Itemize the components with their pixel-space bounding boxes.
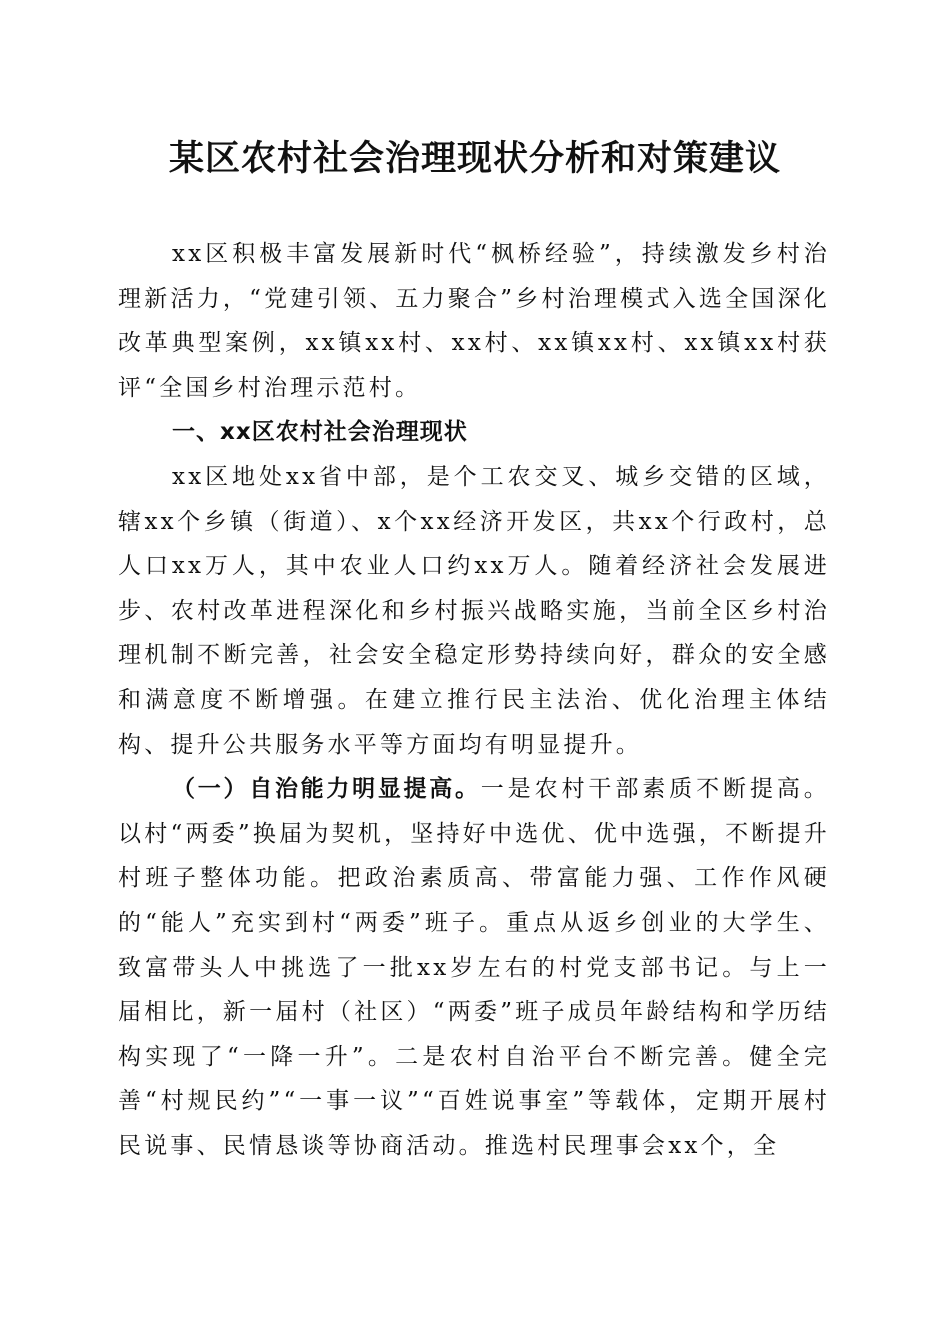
intro-paragraph: xx区积极丰富发展新时代“枫桥经验”，持续激发乡村治理新活力，“党建引领、五力聚合”乡村治理模式入选全国深化改革典型案例，xx镇xx村、xx村、xx镇xx村、xx镇xx村获评“全国乡村治理示范村。 <box>118 241 830 401</box>
document-title: 某区农村社会治理现状分析和对策建议 <box>168 138 781 179</box>
subsection-paragraph <box>118 767 830 1168</box>
document-body <box>118 232 830 1168</box>
section-paragraph: xx区地处xx省中部，是个工农交叉、城乡交错的区域，辖xx个乡镇（街道）、x个xx经济开发区，共xx个行政村，总人口xx万人，其中农业人口约xx万人。随着经济社会发展进步、农村改革进程深化和乡村振兴战略实施，当前全区乡村治理机制不断完善，社会安全稳定形势持续向好，群众的安全感和满意度不断增强。在建立推行民主法治、优化治理主体结构、提升公共服务水平等方面均有明显提升。 <box>118 463 830 758</box>
section-heading: 一、xx区农村社会治理现状 <box>172 419 468 446</box>
subsection-body: 一是农村干部素质不断提高。以村“两委”换届为契机，坚持好中选优、优中选强，不断提升村班子整体功能。把政治素质高、带富能力强、工作作风硬的“能人”充实到村“两委”班子。重点从返乡创业的大学生、致富带头人中挑选了一批xx岁左右的村党支部书记。与上一届相比，新一届村（社区）“两委”班子成员年龄结构和学历结构实现了“一降一升”。二是农村自治平台不断完善。健全完善“村规民约”“一事一议”“百姓说事室”等载体，定期开展村民说事、民情恳谈等协商活动。推选村民理事会xx个，全 <box>118 776 830 1159</box>
subsection-heading: （一）自治能力明显提高。 <box>172 775 481 803</box>
